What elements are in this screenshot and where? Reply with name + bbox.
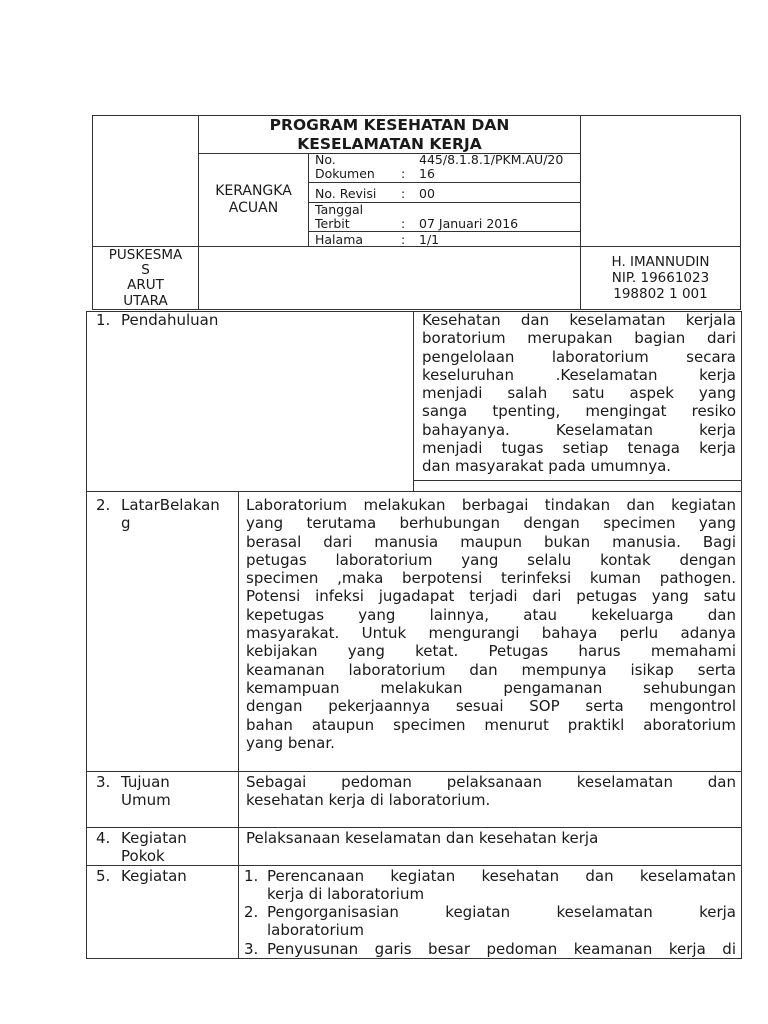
row-divider-2 [86, 771, 742, 772]
section-2-line: Laboratorium melakukan berbagai tindakan dan kegiatan [246, 496, 736, 514]
section-2-line: petugas laboratorium yang selalu kontak dengan [246, 550, 736, 569]
org-line-4: UTARA [123, 292, 168, 309]
section-2-line: masyarakat. Untuk mengurangi bahaya perlu adanya [246, 624, 736, 643]
section-1-line: keseluruhan .Keselamatan kerja [422, 365, 736, 384]
activity-item-3-number: 3. [244, 940, 259, 958]
document-type [199, 183, 308, 217]
activity-item-3 [267, 940, 736, 958]
section-2-line: specimen ,maka berpotensi terinfeksi kuman pathogen. [246, 569, 736, 588]
activity-item-1 [267, 867, 736, 904]
section-4-title-line-2: Pokok [121, 847, 165, 865]
section-1-line: sanga tpenting, mengingat resiko [422, 402, 736, 421]
col-divider-rows-2-5 [238, 491, 239, 959]
content-border-right [741, 311, 742, 959]
org-line-1: PUSKESMA [108, 247, 183, 263]
section-1-line: menjadi tugas setiap tenaga kerja [422, 439, 736, 458]
signer-block [581, 254, 740, 302]
document-title [199, 116, 580, 154]
section-1-line: Kesehatan dan keselamatan kerjala [422, 311, 736, 329]
section-3-number: 3. [96, 773, 111, 791]
section-2-title-line-1: LatarBelakan [121, 496, 220, 514]
section-2-line: berasal dari manusia maupun bukan manusia. Bagi [246, 532, 736, 551]
meta-colon-1: : [401, 166, 406, 181]
meta-value-halaman: 1/1 [419, 232, 440, 247]
section-4-number: 4. [96, 829, 111, 847]
section-4-title-line-1: Kegiatan [121, 829, 187, 847]
activity-item-line: Pengorganisasian kegiatan keselamatan kerja [267, 903, 736, 921]
section-1-number: 1. [96, 311, 111, 329]
section-2-line: Potensi infeksi jugadapat terjadi dari petugas yang satu [246, 587, 736, 606]
meta-colon-3: : [401, 216, 406, 231]
activity-item-2-number: 2. [244, 903, 259, 921]
org-line-2: S [141, 262, 150, 279]
section-3-body [246, 773, 736, 810]
row-divider-3 [86, 827, 742, 828]
section-2-line: kemampuan melakukan pengamanan sehubungan [246, 678, 736, 697]
section-3-title-line-1: Tujuan [121, 773, 170, 791]
meta-value-tanggal: 07 Januari 2016 [419, 216, 519, 231]
section-2-title-line-2: g [121, 514, 131, 532]
section-2-line: dengan pekerjaannya sesuai SOP serta mengontrol [246, 697, 736, 716]
meta-label-tanggal-1: Tanggal [315, 202, 364, 217]
meta-value-no-revisi: 00 [419, 186, 435, 201]
header-border-right [740, 115, 741, 310]
section-1-line: pengelolaan laboratorium secara [422, 347, 736, 366]
section-1-line: bahayanya. Keselamatan kerja [422, 420, 736, 439]
section-1-body [422, 311, 736, 476]
meta-value-no-dokumen-1: 445/8.1.8.1/PKM.AU/20 [419, 152, 564, 167]
section-2-number: 2. [96, 496, 111, 514]
activity-item-line: Perencanaan kegiatan kesehatan dan keselamatan [267, 867, 736, 885]
meta-value-no-dokumen-2: 16 [419, 166, 435, 181]
signer-name: H. IMANNUDIN [611, 254, 710, 270]
signer-nip-1: NIP. 19661023 [611, 270, 710, 286]
activity-item-1-number: 1. [244, 867, 259, 885]
section-3-line: kesehatan kerja di laboratorium. [246, 791, 491, 810]
meta-divider [308, 153, 309, 247]
row-1-inner-line [413, 480, 742, 481]
meta-label-no-dokumen-1: No. [315, 152, 336, 167]
activity-item-line: Penyusunan garis besar pedoman keamanan kerja di [267, 940, 736, 958]
activity-item-line: kerja di laboratorium [267, 885, 425, 904]
doc-type-line-2: ACUAN [228, 200, 279, 216]
signer-nip-2: 198802 1 001 [613, 286, 708, 302]
content-border-left [86, 311, 87, 959]
organization-name [93, 248, 198, 309]
meta-colon-2: : [401, 186, 406, 201]
header-row-divider [92, 246, 741, 247]
meta-row-line-1 [308, 182, 581, 183]
section-5-title: Kegiatan [121, 867, 187, 885]
section-5-number: 5. [96, 867, 111, 885]
section-2-line: yang benar. [246, 733, 335, 752]
row-divider-4 [86, 865, 742, 866]
activity-item-line: laboratorium [267, 921, 364, 940]
meta-label-tanggal-2: Terbit [315, 216, 350, 231]
section-1-title: Pendahuluan [121, 311, 219, 329]
section-1-line: boratorium merupakan bagian dari [422, 329, 736, 348]
section-2-line: kebijakan yang ketat. Petugas harus memahami [246, 642, 736, 661]
col-divider-row-1 [413, 311, 414, 492]
section-3-line: Sebagai pedoman pelaksanaan keselamatan dan [246, 773, 736, 791]
meta-colon-4: : [401, 232, 406, 247]
title-line-2: KESELAMATAN KERJA [297, 135, 482, 153]
meta-label-no-dokumen-2: Dokumen [315, 166, 375, 181]
org-line-3: ARUT [127, 277, 164, 294]
title-line-1: PROGRAM KESEHATAN DAN [269, 116, 510, 134]
section-1-line: dan masyarakat pada umumnya. [422, 457, 672, 476]
section-3-title-line-2: Umum [121, 791, 171, 809]
doc-type-line-1: KERANGKA [215, 183, 292, 199]
section-2-line: yang terutama berhubungan dengan specimen yang [246, 514, 736, 533]
section-2-body [246, 496, 736, 752]
section-2-line: kepetugas yang lainnya, atau kekeluarga dan [246, 605, 736, 624]
meta-label-halaman: Halama [315, 232, 364, 247]
header-border-bottom [92, 309, 741, 310]
section-1-line: menjadi salah satu aspek yang [422, 384, 736, 403]
section-2-line: keamanan laboratorium dan mempunya isikap serta [246, 660, 736, 679]
row-divider-1 [86, 491, 742, 492]
meta-label-no-revisi: No. Revisi [315, 186, 377, 201]
section-2-line: bahan ataupun specimen menurut praktikl aboratorium [246, 715, 736, 734]
section-4-body: Pelaksanaan keselamatan dan kesehatan kerja [246, 829, 599, 847]
activity-item-2 [267, 903, 736, 940]
